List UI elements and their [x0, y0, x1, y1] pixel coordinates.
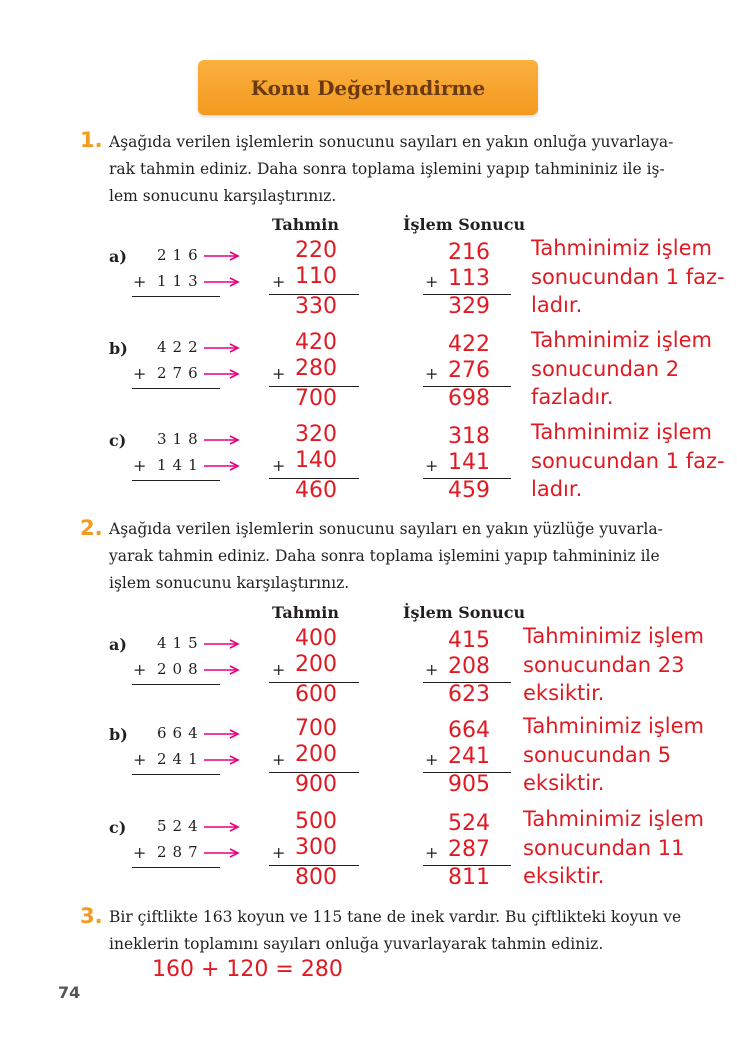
result-1: 422 — [448, 332, 490, 357]
result-1: 664 — [448, 718, 490, 743]
comparison-note-line: ladır. — [531, 293, 583, 317]
question-3-number: 3. — [80, 904, 103, 928]
comparison-note-line: Tahminimiz işlem — [531, 420, 712, 444]
plus-sign: + — [272, 660, 286, 679]
sum-line — [132, 480, 220, 481]
result-sum: 698 — [448, 386, 490, 411]
comparison-note — [523, 622, 704, 708]
result-2: 141 — [448, 450, 490, 475]
result-sum: 329 — [448, 294, 490, 319]
plus-sign: + — [133, 750, 147, 769]
addend-1: 415 — [157, 634, 204, 652]
addend-1: 422 — [157, 338, 204, 356]
sum-line — [132, 388, 220, 389]
arrow-icon — [202, 847, 242, 859]
column-header-estimate: Tahmin — [272, 215, 340, 234]
estimate-1: 220 — [295, 238, 337, 263]
result-1: 216 — [448, 240, 490, 265]
comparison-note-line: ladır. — [531, 477, 583, 501]
question-1-text — [109, 129, 673, 210]
comparison-note — [523, 712, 704, 798]
result-2: 287 — [448, 837, 490, 862]
question-3-text — [109, 904, 681, 958]
comparison-note-line: sonucundan 1 faz- — [531, 264, 725, 289]
comparison-note-line: Tahminimiz işlem — [523, 624, 704, 648]
comparison-note-line: sonucundan 23 — [523, 652, 685, 677]
plus-sign: + — [133, 456, 147, 475]
arrow-icon — [202, 434, 242, 446]
comparison-note-line: eksiktir. — [523, 864, 605, 888]
question-2-line: işlem sonucunu karşılaştırınız. — [109, 574, 350, 592]
plus-sign: + — [425, 660, 439, 679]
comparison-note — [531, 326, 712, 412]
addend-2: 141 — [157, 456, 204, 474]
plus-sign: + — [133, 364, 147, 383]
arrow-icon — [202, 821, 242, 833]
comparison-note-line: Tahminimiz işlem — [531, 328, 712, 352]
arrow-icon — [202, 460, 242, 472]
plus-sign: + — [425, 272, 439, 291]
result-1: 524 — [448, 811, 490, 836]
plus-sign: + — [272, 364, 286, 383]
addend-1: 216 — [157, 246, 204, 264]
column-header-result-2: İşlem Sonucu — [403, 603, 526, 622]
estimate-sum: 700 — [295, 386, 337, 411]
arrow-icon — [202, 754, 242, 766]
plus-sign: + — [272, 272, 286, 291]
arrow-icon — [202, 368, 242, 380]
comparison-note-line: sonucundan 5 — [523, 742, 672, 767]
addend-1: 318 — [157, 430, 204, 448]
addend-2: 113 — [157, 272, 204, 290]
addend-2: 241 — [157, 750, 204, 768]
question-2-text — [109, 516, 663, 597]
column-header-result: İşlem Sonucu — [403, 215, 526, 234]
estimate-2: 280 — [295, 356, 337, 381]
estimate-2: 110 — [295, 264, 337, 289]
result-sum: 459 — [448, 478, 490, 503]
plus-sign: + — [133, 843, 147, 862]
estimate-1: 700 — [295, 716, 337, 741]
comparison-note-line: sonucundan 2 — [531, 356, 680, 381]
result-2: 113 — [448, 266, 490, 291]
plus-sign: + — [425, 750, 439, 769]
estimate-1: 400 — [295, 626, 337, 651]
plus-sign: + — [272, 750, 286, 769]
plus-sign: + — [425, 456, 439, 475]
estimate-2: 300 — [295, 835, 337, 860]
column-header-estimate-2: Tahmin — [272, 603, 340, 622]
question-3-line: Bir çiftlikte 163 koyun ve 115 tane de inek vardır. Bu çiftlikteki koyun ve — [109, 908, 682, 926]
arrow-icon — [202, 638, 242, 650]
question-1-line: Aşağıda verilen işlemlerin sonucunu sayıları en yakın onluğa yuvarlaya- — [109, 133, 674, 151]
estimate-sum: 800 — [295, 865, 337, 890]
addend-2: 287 — [157, 843, 204, 861]
comparison-note — [531, 234, 725, 320]
comparison-note — [523, 805, 704, 891]
estimate-2: 140 — [295, 448, 337, 473]
addend-1: 664 — [157, 724, 204, 742]
problem-label: a) — [109, 247, 127, 266]
arrow-icon — [202, 250, 242, 262]
estimate-1: 500 — [295, 809, 337, 834]
comparison-note-line: Tahminimiz işlem — [523, 807, 704, 831]
comparison-note-line: fazladır. — [531, 385, 614, 409]
question-1-line: rak tahmin ediniz. Daha sonra toplama işlemini yapıp tahmininiz ile iş- — [109, 160, 665, 178]
question-2-line: yarak tahmin ediniz. Daha sonra toplama işlemini yapıp tahmininiz ile — [109, 547, 660, 565]
estimate-sum: 900 — [295, 772, 337, 797]
result-1: 318 — [448, 424, 490, 449]
estimate-sum: 600 — [295, 682, 337, 707]
result-2: 241 — [448, 744, 490, 769]
section-title: Konu Değerlendirme — [250, 75, 486, 100]
result-1: 415 — [448, 628, 490, 653]
comparison-note-line: eksiktir. — [523, 771, 605, 795]
comparison-note-line: sonucundan 11 — [523, 835, 685, 860]
estimate-sum: 330 — [295, 294, 337, 319]
problem-label: a) — [109, 635, 127, 654]
result-sum: 623 — [448, 682, 490, 707]
comparison-note-line: Tahminimiz işlem — [531, 236, 712, 260]
problem-label: c) — [109, 818, 127, 837]
sum-line — [132, 296, 220, 297]
plus-sign: + — [133, 660, 147, 679]
result-2: 276 — [448, 358, 490, 383]
comparison-note — [531, 418, 725, 504]
arrow-icon — [202, 342, 242, 354]
question-3-line: ineklerin toplamını sayıları onluğa yuvarlayarak tahmin ediniz. — [109, 935, 604, 953]
result-sum: 905 — [448, 772, 490, 797]
plus-sign: + — [133, 272, 147, 291]
sum-line — [132, 684, 220, 685]
estimate-2: 200 — [295, 652, 337, 677]
problem-label: b) — [109, 339, 128, 358]
arrow-icon — [202, 276, 242, 288]
comparison-note-line: sonucundan 1 faz- — [531, 448, 725, 473]
question-1-line: lem sonucunu karşılaştırınız. — [109, 187, 337, 205]
result-2: 208 — [448, 654, 490, 679]
plus-sign: + — [272, 843, 286, 862]
question-1-number: 1. — [80, 128, 103, 152]
section-title-banner — [198, 60, 538, 115]
estimate-1: 420 — [295, 330, 337, 355]
addend-1: 524 — [157, 817, 204, 835]
question-2-line: Aşağıda verilen işlemlerin sonucunu sayıları en yakın yüzlüğe yuvarla- — [109, 520, 663, 538]
estimate-1: 320 — [295, 422, 337, 447]
comparison-note-line: Tahminimiz işlem — [523, 714, 704, 738]
question-2-number: 2. — [80, 516, 103, 540]
addend-2: 208 — [157, 660, 204, 678]
arrow-icon — [202, 728, 242, 740]
problem-label: c) — [109, 431, 127, 450]
result-sum: 811 — [448, 865, 490, 890]
estimate-sum: 460 — [295, 478, 337, 503]
plus-sign: + — [425, 843, 439, 862]
arrow-icon — [202, 664, 242, 676]
plus-sign: + — [425, 364, 439, 383]
problem-label: b) — [109, 725, 128, 744]
sum-line — [132, 774, 220, 775]
sum-line — [132, 867, 220, 868]
page-number: 74 — [58, 983, 81, 1002]
comparison-note-line: eksiktir. — [523, 681, 605, 705]
question-3-answer: 160 + 120 = 280 — [152, 957, 343, 982]
estimate-2: 200 — [295, 742, 337, 767]
addend-2: 276 — [157, 364, 204, 382]
plus-sign: + — [272, 456, 286, 475]
